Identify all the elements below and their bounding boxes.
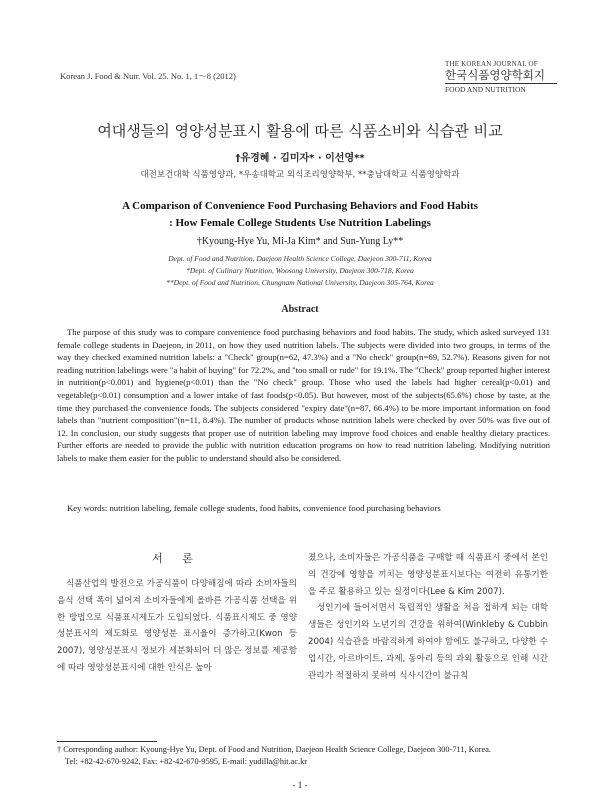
english-affiliation-1: Dept. of Food and Nutrition, Daejeon Health Science College, Daejeon 300-711, Korea [168, 254, 432, 263]
logo-en-top: THE KOREAN JOURNAL OF [445, 60, 538, 68]
body-left-column: 식품산업의 발전으로 가공식품이 다양해짐에 따라 소비자들의 음식 선택 폭이 넓어져 소비자들에게 올바른 가공식품 선택을 위한 방법으로 식품표시제도가 도입되었다. 식품표시제도 중 영양성분표시의 제도화로 영양성분 표시율이 증가하고(Kwon 등 2007), 영양성분표시 정보가 세분화되어 더 많은 정보를 제공함에 따라 영양성분표시에 대한 인식은 높아 [57, 579, 297, 673]
page-number: - 1 - [292, 780, 308, 790]
journal-logo [445, 60, 557, 94]
english-title-line1: A Comparison of Convenience Food Purchasing Behaviors and Food Habits [122, 200, 478, 212]
keywords: Key words: nutrition labeling, female college students, food habits, convenience food purchasing behaviors [67, 503, 441, 513]
english-title [0, 198, 600, 232]
footnote-divider [57, 741, 157, 742]
korean-authors: †유경혜 · 김미자* · 이선영** [235, 153, 365, 164]
abstract-text: The purpose of this study was to compare convenience food purchasing behaviors and food habits. The study, which asked surveyed 131 female college students in Daejeon, in 2011, on how they used nutrition labels. The subjects were divided into two groups, in terms of the way they checked examined nutrition labels: a "Check" group(n=62, 47.3%) and a "No check" group(n=69, 52.7%). Reasons given for not reading nutrition labelings were "a habit of buying" for 72.2%, and "too small or rude" for 19.1%. The "Check" group reported higher interest in nutrition(p<0.001) and hygiene(p<0.01) than the "No check" group. Those who used the labels had higher cereal(p<0.01) and vegetable(p<0.01) consumption and a lower intake of fast foods(p<0.05). But however, most of the subjects(65.6%) chose by taste, at the time they purchased the convenience foods. The subjects considered "expiry date"(n=87, 66.4%) to be more important information on food labels than "nutrient composition"(n=11, 8.4%). The number of products whose nutrition labels were checked by over 50% was five out of 12. In conclusion, our study suggests that proper use of nutrition labeling may improve food choices and enable healthy dietary practices. Further efforts are needed to provide the public with nutrition education programs on how to read nutrition labeling. Modifying nutrition labels to make them easier for the public to understand should also be considered. [57, 327, 551, 463]
body-right-column [308, 550, 548, 684]
korean-affiliations: 대전보건대학 식품영양과, *우송대학교 외식조리영양학부, **충남대학교 식품영양학과 [140, 170, 460, 180]
section-heading-introduction: 서 론 [152, 552, 201, 565]
footnote-line-2: Tel: +82-42-670-9242, Fax: +82-42-670-9595, E-mail: yudilla@hit.ac.kr [65, 757, 308, 766]
footnote-line-1: † Corresponding author: Kyoung-Hye Yu, Dept. of Food and Nutrition, Daejeon Health Science College, Daejeon 300-711, Korea. [57, 745, 491, 754]
footnote [57, 744, 557, 768]
english-authors: †Kyoung-Hye Yu, Mi-Ja Kim* and Sun-Yung Ly** [196, 236, 404, 247]
english-affiliation-3: **Dept. of Food and Nutrition, Chungnam National University, Daejeon 305-764, Korea [166, 278, 434, 287]
journal-reference: Korean J. Food & Nutr. Vol. 25. No. 1, 1～8 (2012) [60, 71, 236, 81]
korean-title: 여대생들의 영양성분표시 활용에 따른 식품소비와 식습관 비교 [97, 122, 503, 140]
body-right-paragraph-2: 성인기에 들어서면서 독립적인 생활을 처음 접하게 되는 대학생들은 성인기와 노년기의 건강을 위하여(Winkleby & Cubbin 2004) 식습관을 바람직하게 하여야 함에도 불구하고, 다양한 수업시간, 아르바이트, 과제, 동아리 등의 과외 활동으로 인해 시간관리가 적절하지 못하여 식사시간이 불규칙 [308, 603, 548, 681]
english-title-line2: : How Female College Students Use Nutrition Labelings [169, 217, 431, 229]
logo-kr: 한국식품영양학회지 [445, 68, 545, 82]
logo-en-bottom: FOOD AND NUTRITION [445, 83, 557, 94]
abstract-heading: Abstract [281, 304, 319, 315]
body-right-paragraph-1: 졌으나, 소비자들은 가공식품을 구매할 때 식품표시 중에서 본인의 건강에 영향을 끼치는 영양성분표시보다는 여전히 유통기한을 주로 활용하고 있는 실정이다(Lee & Kim 2007). [308, 553, 548, 597]
english-affiliation-2: *Dept. of Culinary Nutrition, Woosong University, Daejeon 300-718, Korea [186, 266, 414, 275]
